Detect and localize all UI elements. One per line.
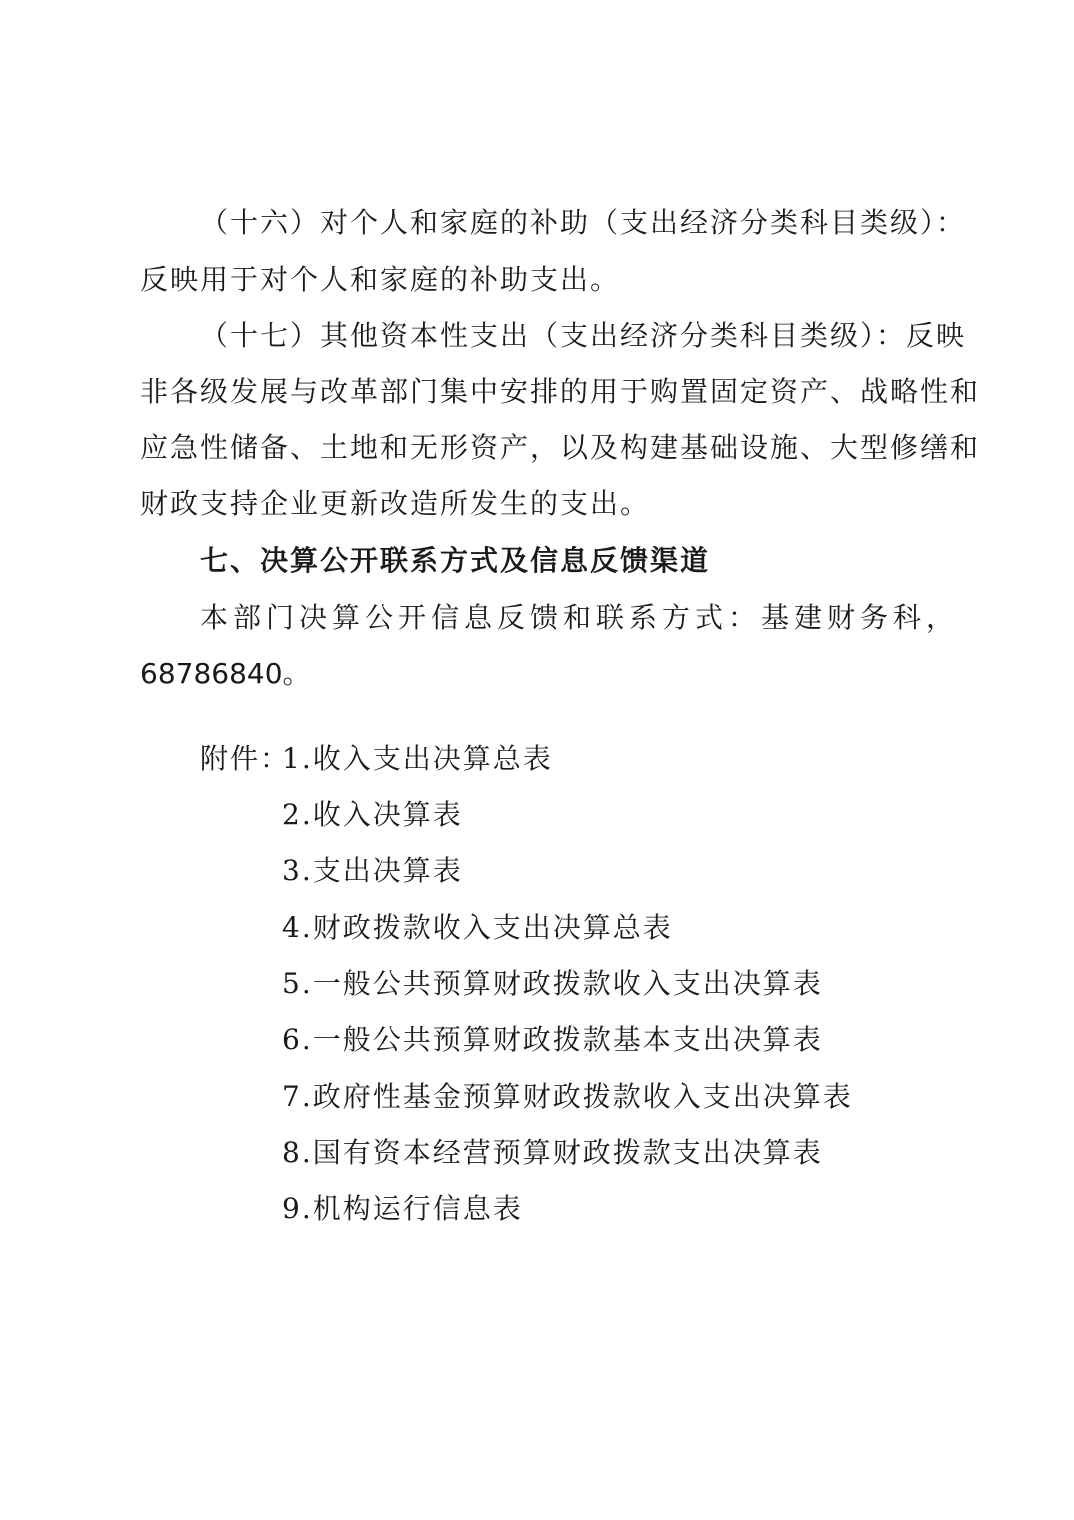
section-17-heading-line [200,318,967,354]
section-17-body-line-2-text: 非各级发展与改革部门集中安排的用于购置固定资产、战略性和 [140,375,981,408]
attachment-item-9: 9.机构运行信息表 [282,1192,523,1225]
attachment-item [282,1022,823,1058]
attachment-item-2: 2.收入决算表 [282,798,463,831]
contact-line-1 [200,600,959,636]
section-17-heading-text: （十七）其他资本性支出（支出经济分类科目类级）： [200,319,907,352]
section-7-heading [200,543,710,579]
attachment-item [282,741,553,777]
contact-line-2 [140,656,311,692]
attachment-item [282,910,673,946]
attachment-item-7: 7.政府性基金预算财政拨款收入支出决算表 [282,1080,853,1113]
section-16-heading-text: （十六）对个人和家庭的补助（支出经济分类科目类级）： [200,206,967,239]
attachment-item [282,966,823,1002]
attachment-item-1: 1.收入支出决算总表 [282,742,553,775]
contact-line-1-text: 本部门决算公开信息反馈和联系方式：基建财务科， [200,601,960,634]
attachment-item-5: 5.一般公共预算财政拨款收入支出决算表 [282,967,823,1000]
attachment-item [282,797,463,833]
attachment-item-4: 4.财政拨款收入支出决算总表 [282,911,673,944]
section-17-body-line-3-text: 应急性储备、土地和无形资产，以及构建基础设施、大型修缮和 [140,431,981,464]
attachment-item [282,1135,823,1171]
section-16-heading [200,205,967,241]
section-16-body-text: 反映用于对个人和家庭的补助支出。 [140,263,621,296]
section-17-body-start: 反映 [906,319,967,352]
attachment-item [282,1191,523,1227]
section-17-body-line-4 [140,486,650,522]
section-17-body-line-4-text: 财政支持企业更新改造所发生的支出。 [140,487,651,520]
attachments-label [200,741,290,777]
contact-phone: 68786840。 [140,657,311,690]
attachments-label-text: 附件： [200,742,291,775]
attachment-item [282,1079,853,1115]
attachment-item [282,853,463,889]
attachment-item-8: 8.国有资本经营预算财政拨款支出决算表 [282,1136,823,1169]
attachment-item-6: 6.一般公共预算财政拨款基本支出决算表 [282,1023,823,1056]
section-7-heading-text: 七、决算公开联系方式及信息反馈渠道 [200,544,711,577]
attachment-item-3: 3.支出决算表 [282,854,463,887]
section-17-body-line-3 [140,430,980,466]
section-16-body [140,262,620,298]
section-17-body-line-2 [140,374,980,410]
